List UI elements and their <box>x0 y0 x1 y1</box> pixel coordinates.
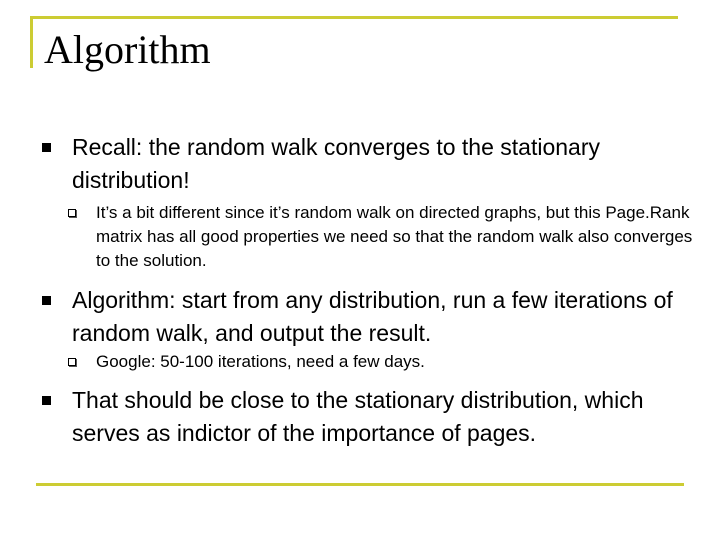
square-bullet-icon <box>42 143 51 152</box>
slide-title: Algorithm <box>44 27 211 72</box>
bullet-item <box>72 131 692 197</box>
top-rule <box>30 16 678 19</box>
sub-bullet-item <box>96 350 696 374</box>
left-rule <box>30 16 33 68</box>
square-bullet-icon <box>42 396 51 405</box>
sub-bullet-text: It’s a bit different since it’s random walk on directed graphs, but this Page.Rank matrix has all good properties we need so that the random walk also converges to the solution. <box>96 203 693 270</box>
hollow-square-bullet-icon <box>68 209 76 217</box>
sub-bullet-item <box>96 201 696 273</box>
bullet-item <box>72 284 692 350</box>
bullet-text: Algorithm: start from any distribution, run a few iterations of random walk, and output the result. <box>72 287 673 346</box>
hollow-square-bullet-icon <box>68 358 76 366</box>
bottom-rule <box>36 483 684 486</box>
square-bullet-icon <box>42 296 51 305</box>
bullet-text: That should be close to the stationary distribution, which serves as indictor of the importance of pages. <box>72 387 644 446</box>
bullet-text: Recall: the random walk converges to the stationary distribution! <box>72 134 600 193</box>
bullet-item <box>72 384 692 450</box>
sub-bullet-text: Google: 50-100 iterations, need a few days. <box>96 352 425 371</box>
